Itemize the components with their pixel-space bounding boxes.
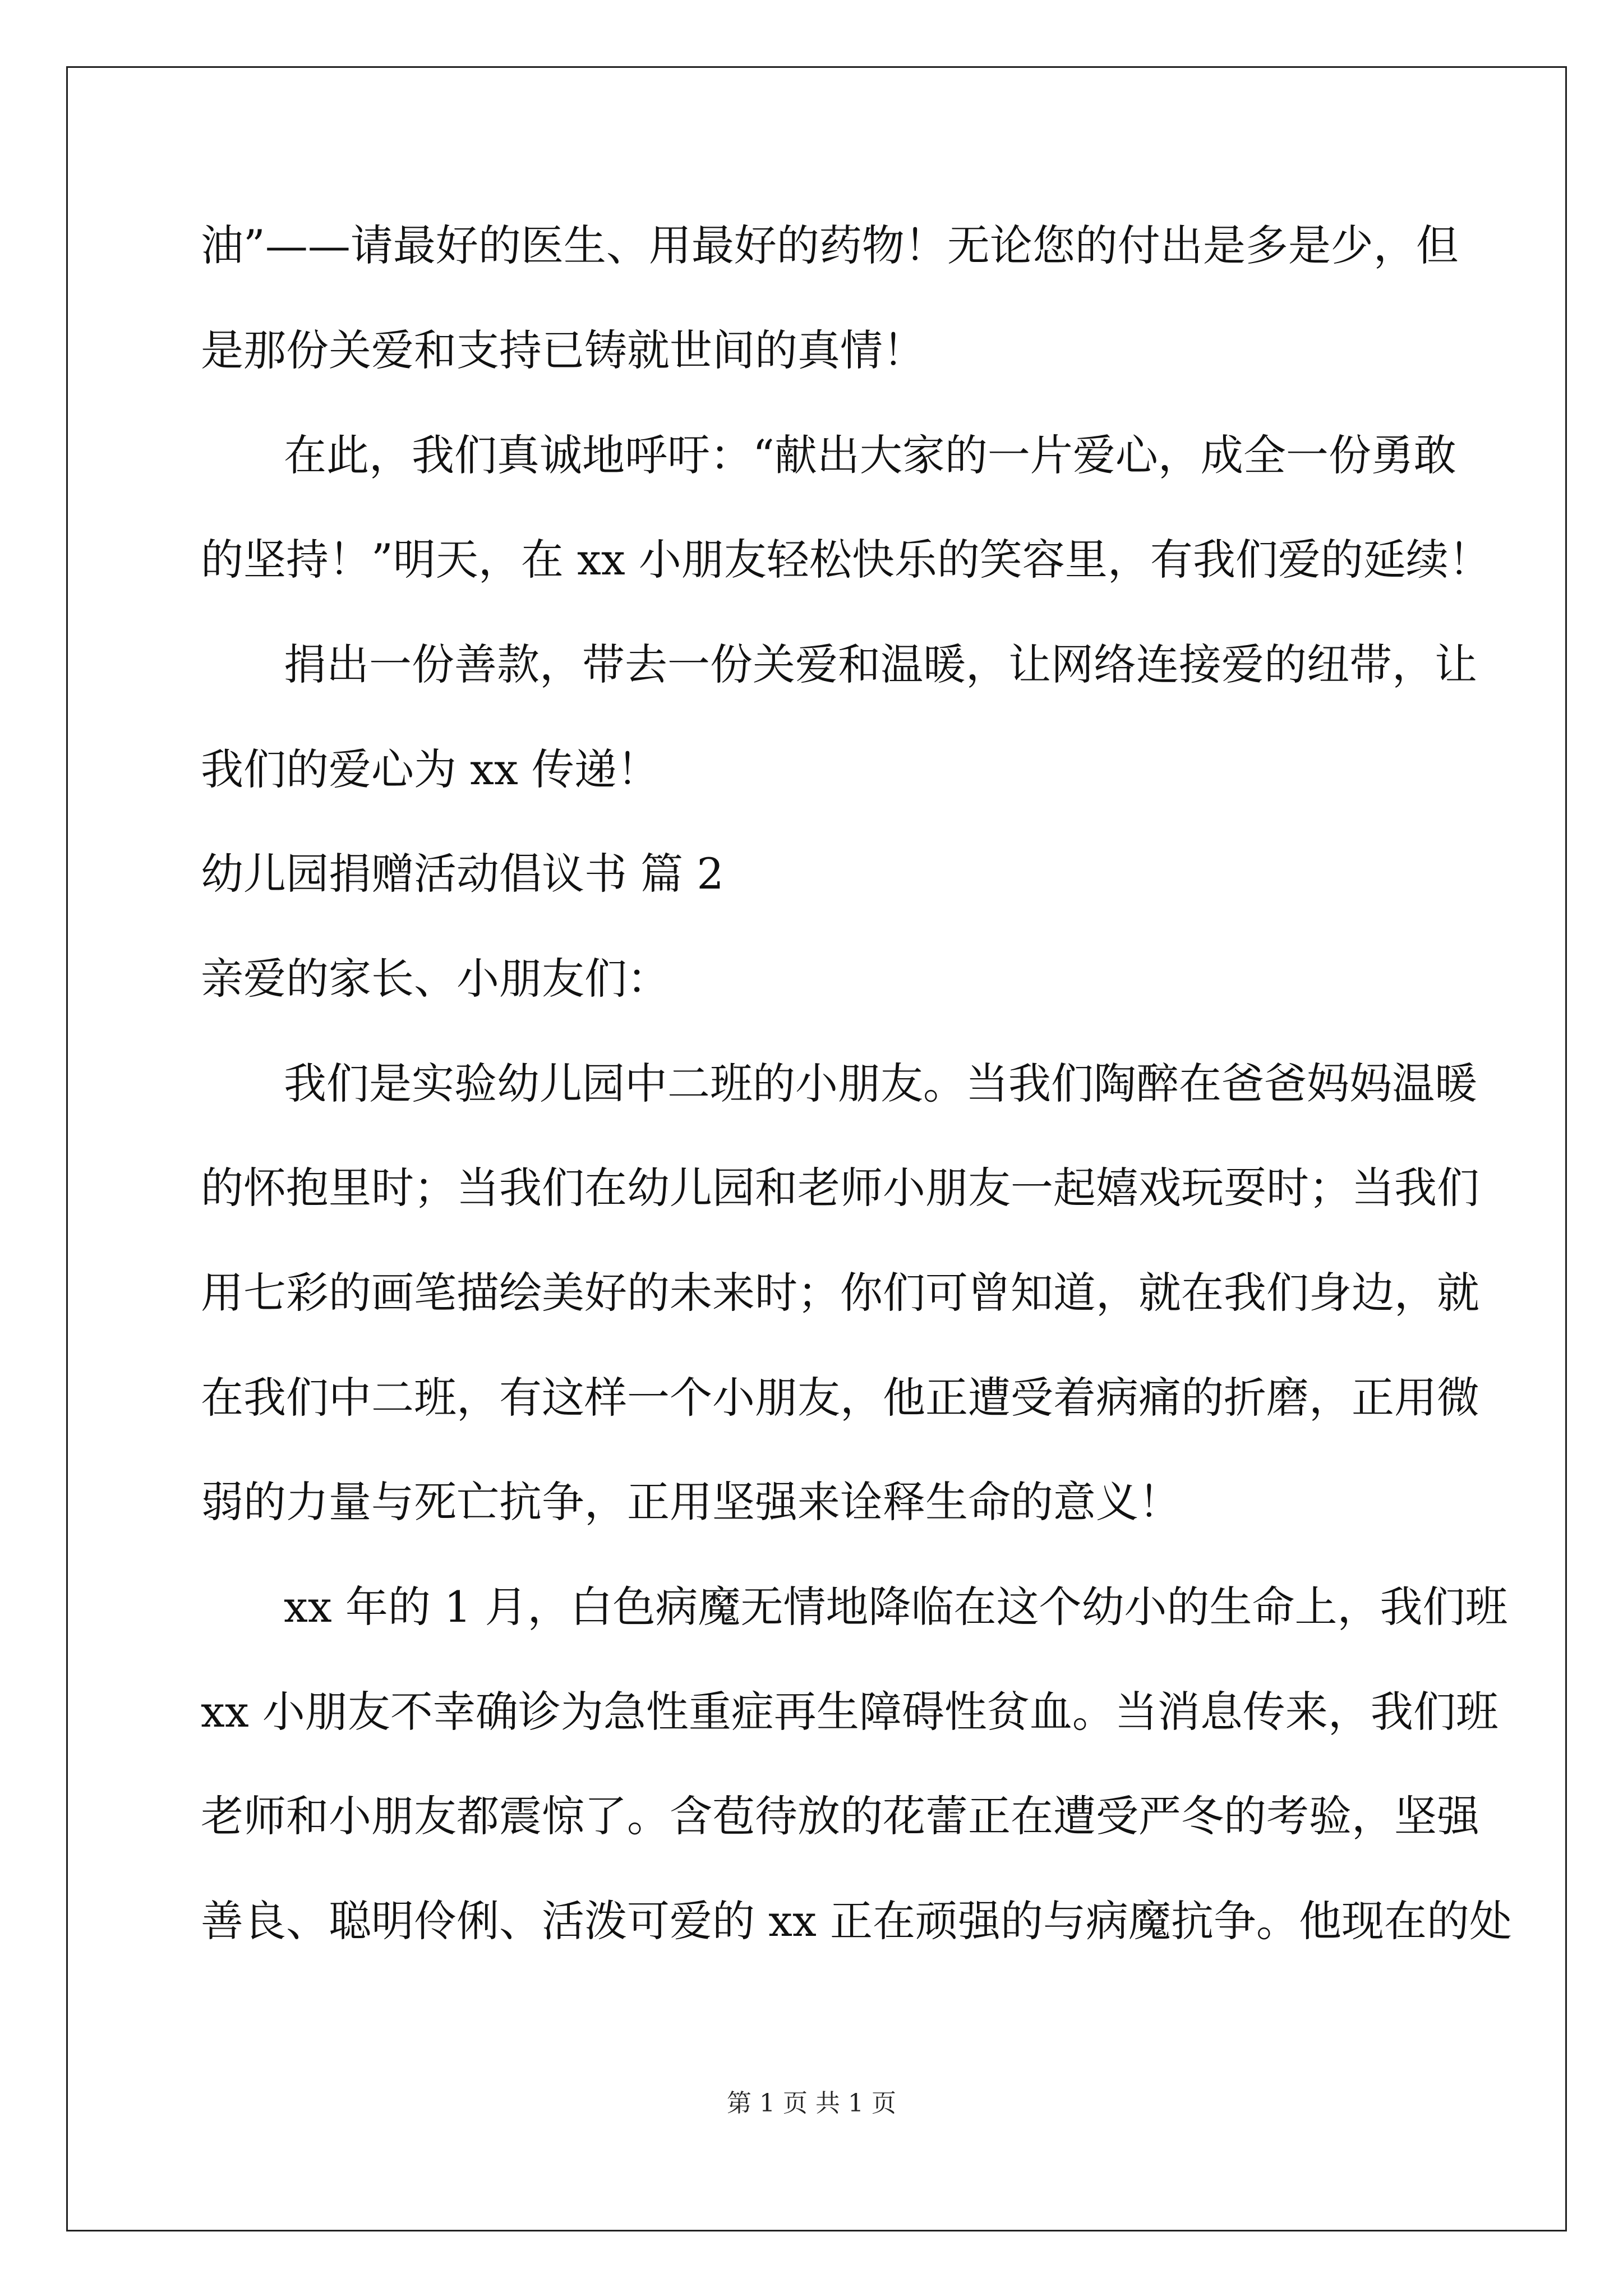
paragraph-line: 在我们中二班，有这样一个小朋友，他正遭受着病痛的折磨，正用微 (201, 1373, 1479, 1423)
paragraph-line: 我们是实验幼儿园中二班的小朋友。当我们陶醉在爸爸妈妈温暖 (284, 1059, 1477, 1108)
paragraph-line: xx 小朋友不幸确诊为急性重症再生障碍性贫血。当消息传来，我们班 (201, 1687, 1498, 1737)
paragraph-line: 的怀抱里时；当我们在幼儿园和老师小朋友一起嬉戏玩耍时；当我们 (201, 1163, 1479, 1213)
paragraph-line: xx 年的 1 月，白色病魔无情地降临在这个幼小的生命上，我们班 (284, 1582, 1508, 1632)
section-heading: 幼儿园捐赠活动倡议书 篇 2 (201, 849, 724, 899)
salutation: 亲爱的家长、小朋友们： (201, 954, 670, 1004)
paragraph-line: 在此，我们真诚地呼吁：“献出大家的一片爱心，成全一份勇敢 (284, 430, 1456, 480)
paragraph-line: 的坚持！”明天，在 xx 小朋友轻松快乐的笑容里，有我们爱的延续！ (201, 535, 1491, 585)
paragraph-line: 油”——请最好的医生、用最好的药物！无论您的付出是多是少，但 (201, 220, 1459, 270)
paragraph-line: 老师和小朋友都震惊了。含苞待放的花蕾正在遭受严冬的考验，坚强 (201, 1791, 1479, 1841)
paragraph-line: 弱的力量与死亡抗争，正用坚强来诠释生命的意义！ (201, 1477, 1181, 1527)
paragraph-line: 用七彩的画笔描绘美好的未来时；你们可曾知道，就在我们身边，就 (201, 1268, 1479, 1318)
page-number-footer: 第 1 页 共 1 页 (727, 2089, 896, 2118)
paragraph-line: 是那份关爱和支持已铸就世间的真情！ (201, 325, 925, 375)
paragraph-line: 善良、聪明伶俐、活泼可爱的 xx 正在顽强的与病魔抗争。他现在的处 (201, 1896, 1513, 1946)
paragraph-line: 捐出一份善款，带去一份关爱和温暖，让网络连接爱的纽带，让 (284, 639, 1477, 689)
paragraph-line: 我们的爱心为 xx 传递！ (201, 744, 660, 794)
